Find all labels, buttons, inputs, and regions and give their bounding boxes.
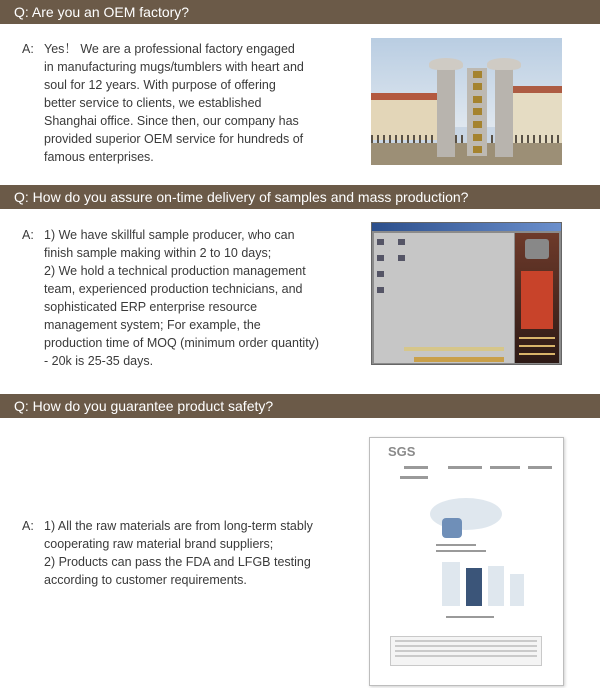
question-bar-safety [0, 394, 600, 418]
answer-text: 1) We have skillful sample producer, who can finish sample making within 2 to 10 days; 2) We hold a technical production management team, experienced production technicians, and sophisticated ERP enterprise resource management system; For example, the production time of MOQ (minimum order quantity) - 20k is 25-35 days. [44, 228, 320, 368]
answer-safety [22, 517, 313, 589]
question-bar-oem [0, 0, 600, 24]
answer-prefix: A: [22, 519, 34, 533]
question-text: Q: How do you assure on-time delivery of samples and mass production? [14, 189, 469, 205]
question-text: Q: How do you guarantee product safety? [14, 398, 274, 414]
answer-prefix: A: [22, 228, 34, 242]
question-text: Q: Are you an OEM factory? [14, 4, 190, 20]
sgs-test-report [369, 437, 564, 686]
erp-software-screenshot [371, 222, 562, 365]
factory-gate-photo [371, 38, 562, 165]
answer-text: 1) All the raw materials are from long-term stably cooperating raw material brand suppliers; 2) Products can pass the FDA and LFGB testing according to customer requirements. [44, 519, 313, 587]
answer-delivery [22, 226, 319, 370]
question-bar-delivery [0, 185, 600, 209]
answer-prefix: A: [22, 42, 34, 56]
answer-oem [22, 40, 304, 166]
sgs-logo: SGS [388, 444, 416, 459]
answer-text: Yes！ We are a professional factory engaged in manufacturing mugs/tumblers with heart and soul for 12 years. With purpose of offering better service to clients, we established Shanghai office. Since then, our company has provided superior OEM service for hundreds of famous enterprises. [44, 42, 304, 164]
